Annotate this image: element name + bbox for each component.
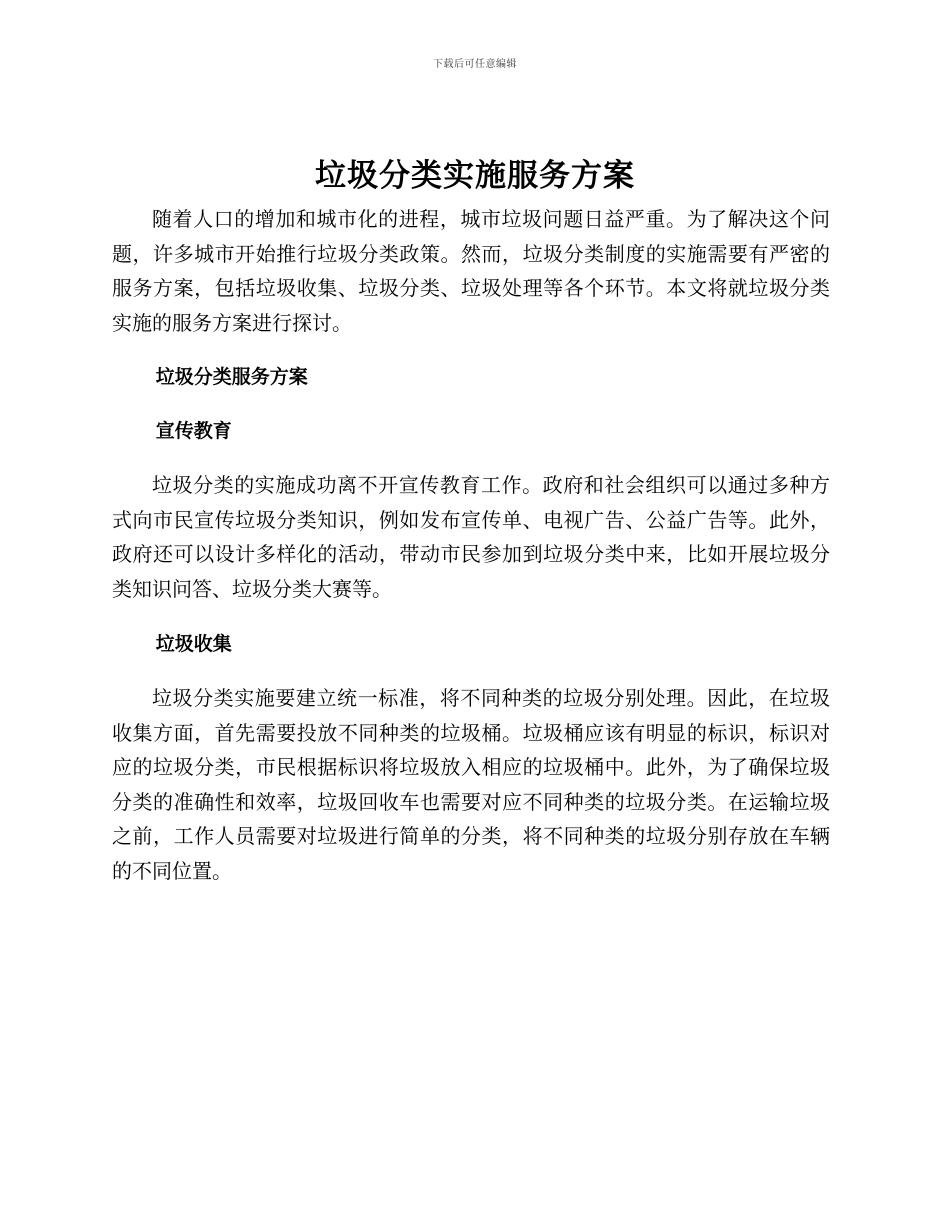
intro-paragraph: 随着人口的增加和城市化的进程，城市垃圾问题日益严重。为了解决这个问题，许多城市开始推行垃圾分类政策。然而，垃圾分类制度的实施需要有严密的服务方案，包括垃圾收集、垃圾分类、垃圾处理等各个环节。本文将就垃圾分类实施的服务方案进行探讨。 bbox=[112, 207, 830, 335]
collection-paragraph: 垃圾分类实施要建立统一标准，将不同种类的垃圾分别处理。因此，在垃圾收集方面，首先需要投放不同种类的垃圾桶。垃圾桶应该有明显的标识，标识对应的垃圾分类，市民根据标识将垃圾放入相应的垃圾桶中。此外，为了确保垃圾分类的准确性和效率，垃圾回收车也需要对应不同种类的垃圾分类。在运输垃圾之前，工作人员需要对垃圾进行简单的分类，将不同种类的垃圾分别存放在车辆的不同位置。 bbox=[112, 686, 830, 883]
subsection-heading-collection: 垃圾收集 bbox=[155, 633, 232, 655]
header-note: 下载后可任意编辑 bbox=[433, 59, 517, 70]
document-body bbox=[112, 202, 830, 888]
document-title: 垃圾分类实施服务方案 bbox=[315, 158, 635, 194]
publicity-paragraph: 垃圾分类的实施成功离不开宣传教育工作。政府和社会组织可以通过多种方式向市民宣传垃圾分类知识，例如发布宣传单、电视广告、公益广告等。此外，政府还可以设计多样化的活动，带动市民参加到垃圾分类中来，比如开展垃圾分类知识问答、垃圾分类大赛等。 bbox=[112, 473, 830, 601]
subsection-heading-publicity: 宣传教育 bbox=[155, 420, 232, 442]
section-heading: 垃圾分类服务方案 bbox=[155, 366, 308, 388]
